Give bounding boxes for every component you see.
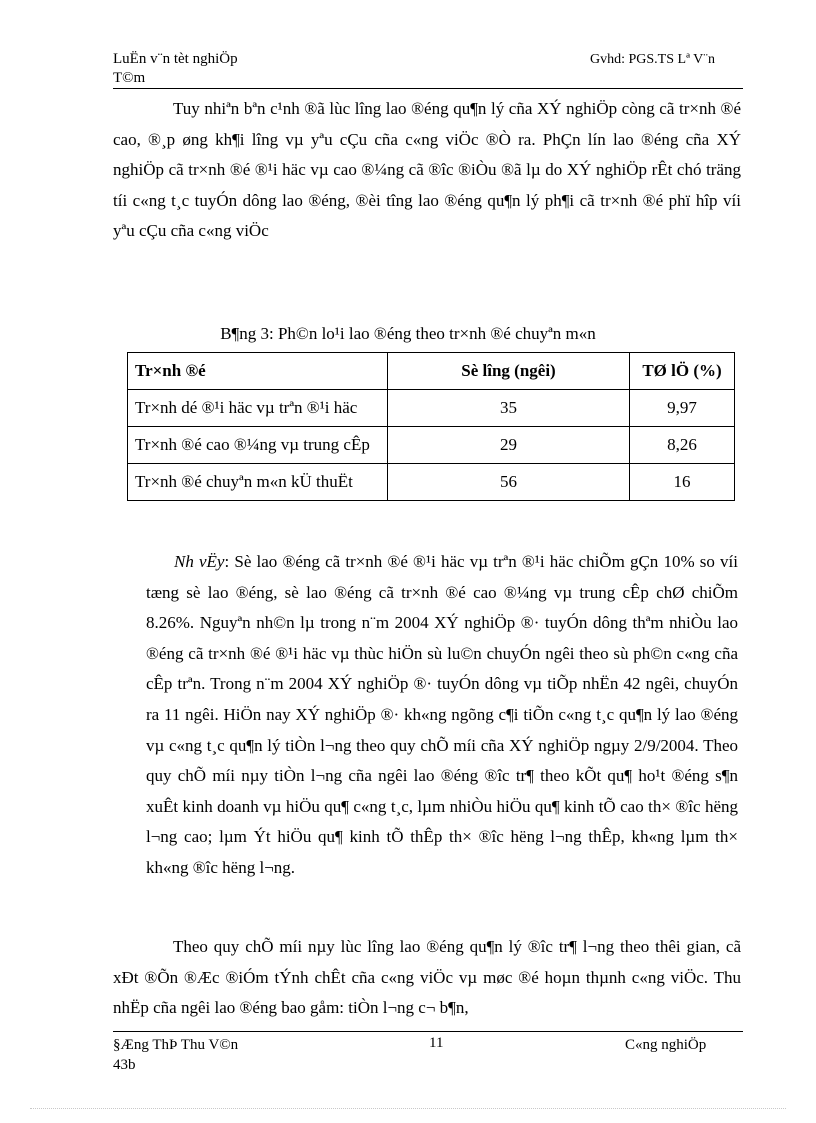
footer-left-line-2: 43b bbox=[113, 1057, 136, 1073]
header-thesis-title bbox=[113, 50, 238, 88]
table-cell: 56 bbox=[388, 464, 630, 501]
page-bottom-dotted-line bbox=[30, 1108, 786, 1109]
paragraph-3 bbox=[113, 932, 741, 1024]
table-row bbox=[128, 427, 735, 464]
footer-rule bbox=[113, 1031, 743, 1032]
header-supervisor: Gvhd: PGS.TS Lª V¨n bbox=[590, 52, 715, 67]
table-cell: Tr×nh dé ®¹i häc vµ trªn ®¹i häc bbox=[128, 390, 388, 427]
table-row bbox=[128, 464, 735, 501]
footer-left-line-1: §Æng ThÞ Thu V©n bbox=[113, 1037, 239, 1053]
paragraph-1 bbox=[113, 94, 741, 247]
footer-department: C«ng nghiÖp bbox=[625, 1037, 707, 1053]
paragraph-2 bbox=[146, 547, 738, 884]
footer-author bbox=[113, 1035, 238, 1075]
table-caption: B¶ng 3: Ph©n lo¹i lao ®éng theo tr×nh ®é chuyªn m«n bbox=[220, 324, 596, 343]
table-header-cell: Sè lîng (ngêi) bbox=[388, 353, 630, 390]
table-header-row bbox=[128, 353, 735, 390]
table-cell: 8,26 bbox=[630, 427, 735, 464]
header-left-line-2: T©m bbox=[113, 70, 146, 86]
paragraph-2-text: : Sè lao ®éng cã tr×nh ®é ®¹i häc vµ trªn ®¹i häc chiÕm gÇn 10% so víi tæng sè lao ®éng, sè lao ®éng cã tr×nh ®é cao ®¼ng vµ trung cÊp chØ chiÕm 8.26%. Nguyªn nh©n lµ trong n¨m 2004 XÝ nghiÖp ®· tuyÓn dông thªm nhiÒu lao ®éng cã tr×nh ®é ®¹i häc vµ thùc hiÖn sù lu©n chuyÓn ngêi theo sù ph©n c«ng cña cÊp trªn. Trong n¨m 2004 XÝ nghiÖp ®· tuyÓn dông vµ tiÕp nhËn 42 ngêi, chuyÓn ra 11 ngêi. HiÖn nay XÝ nghiÖp ®· kh«ng ngõng c¶i tiÕn c«ng t¸c qu¶n lý lao ®éng vµ c«ng t¸c qu¶n lý tiÒn l¬ng theo quy chÕ míi cña XÝ nghiÖp ngµy 2/9/2004. Theo quy chÕ míi nµy tiÒn l¬ng cña ngêi lao ®éng ®îc tr¶ theo kÕt qu¶ ho¹t ®éng s¶n xuÊt kinh doanh vµ hiÖu qu¶ c«ng t¸c, lµm nhiÒu hiÖu qu¶ kinh tÕ cao th× ®îc hëng l¬ng cao; lµm Ýt hiÖu qu¶ kinh tÕ thÊp th× ®îc hëng l¬ng thÊp, kh«ng lµm th× kh«ng ®îc hëng l¬ng. bbox=[146, 552, 738, 877]
table-cell: 29 bbox=[388, 427, 630, 464]
table-cell: Tr×nh ®é chuyªn m«n kÜ thuËt bbox=[128, 464, 388, 501]
table-row bbox=[128, 390, 735, 427]
paragraph-1-text: Tuy nhiªn bªn c¹nh ®ã lùc lîng lao ®éng qu¶n lý cña XÝ nghiÖp còng cã tr×nh ®é cao, ®¸p øng kh¶i lîng vµ yªu cÇu cña c«ng viÖc ®Ò ra. PhÇn lín lao ®éng cña XÝ nghiÖp cã tr×nh ®é ®¹i häc vµ cao ®¼ng cã ®îc ®iÒu ®ã lµ do XÝ nghiÖp rÊt chó träng tíi c«ng t¸c tuyÓn dông lao ®éng, ®èi tîng lao ®éng qu¶n lý ph¶i cã tr×nh ®é phï hîp víi yªu cÇu cña c«ng viÖc bbox=[113, 99, 741, 241]
header-rule bbox=[113, 88, 743, 89]
table-cell: Tr×nh ®é cao ®¼ng vµ trung cÊp bbox=[128, 427, 388, 464]
table-header-cell: Tr×nh ®é bbox=[128, 353, 388, 390]
paragraph-3-text: Theo quy chÕ míi nµy lùc lîng lao ®éng qu¶n lý ®îc tr¶ l¬ng theo thêi gian, cã xÐt ®Õn ®Æc ®iÓm tÝnh chÊt cña c«ng viÖc vµ møc ®é hoµn thµnh c«ng viÖc. Thu nhËp cña ngêi lao ®éng bao gåm: tiÒn l¬ng c¬ b¶n, bbox=[113, 937, 741, 1018]
paragraph-2-lead: Nh vËy bbox=[174, 552, 225, 571]
table-cell: 35 bbox=[388, 390, 630, 427]
page-number: 11 bbox=[429, 1035, 444, 1051]
table-header-cell: TØ lÖ (%) bbox=[630, 353, 735, 390]
table-cell: 9,97 bbox=[630, 390, 735, 427]
table-cell: 16 bbox=[630, 464, 735, 501]
header-left-line-1: LuËn v¨n tèt nghiÖp bbox=[113, 51, 238, 67]
qualification-table bbox=[127, 352, 735, 501]
